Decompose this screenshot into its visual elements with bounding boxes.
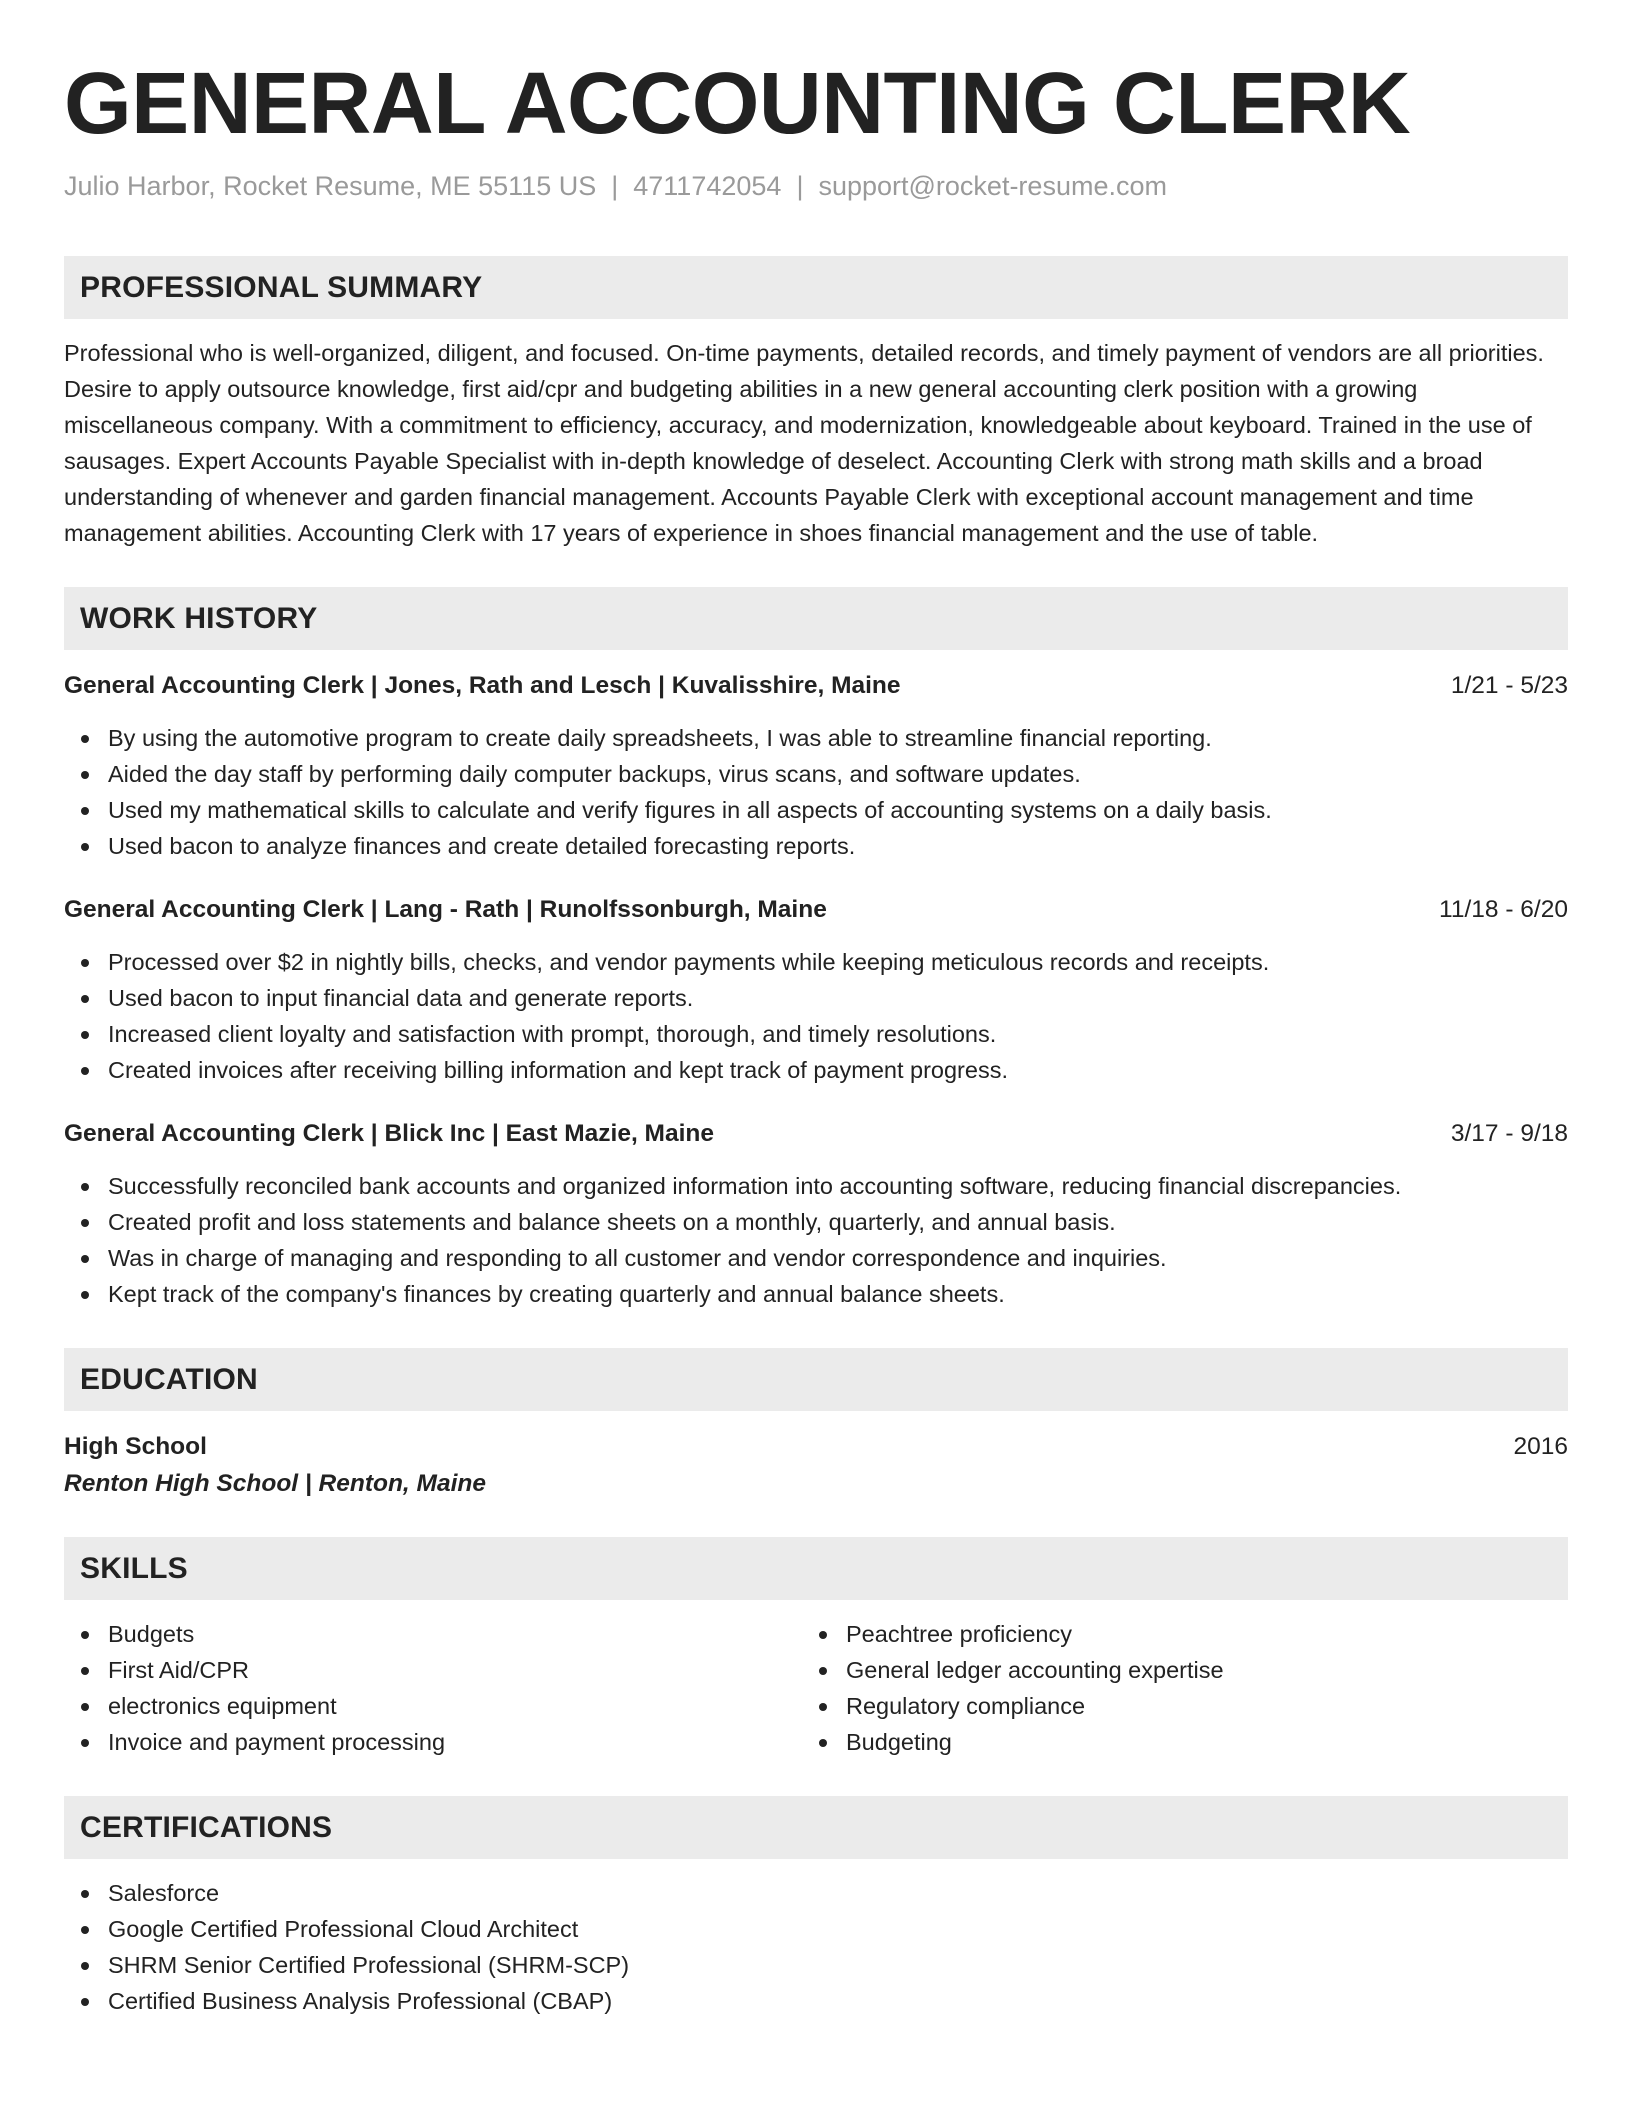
contact-phone: 4711742054 [633, 171, 782, 201]
job-header [64, 892, 1568, 928]
list-item: Used my mathematical skills to calculate and verify figures in all aspects of accounting systems on a daily basis. [64, 792, 1568, 828]
list-item: Was in charge of managing and responding to all customer and vendor correspondence and inquiries. [64, 1240, 1568, 1276]
certifications-list [64, 1875, 1568, 2019]
list-item: Processed over $2 in nightly bills, checks, and vendor payments while keeping meticulous records and receipts. [64, 944, 1568, 980]
contact-line [64, 168, 1568, 204]
skills-columns [64, 1616, 1568, 1760]
list-item: Invoice and payment processing [64, 1724, 802, 1760]
list-item: Aided the day staff by performing daily computer backups, virus scans, and software updates. [64, 756, 1568, 792]
candidate-name: GENERAL ACCOUNTING CLERK [64, 55, 1411, 152]
section-title: PROFESSIONAL SUMMARY [80, 270, 483, 304]
job-title: General Accounting Clerk | Jones, Rath and Lesch | Kuvalisshire, Maine [64, 672, 901, 699]
section-header-certifications [64, 1796, 1568, 1859]
job-dates: 3/17 - 9/18 [1450, 1120, 1568, 1147]
list-item: Regulatory compliance [802, 1688, 1540, 1724]
list-item: Budgets [64, 1616, 802, 1652]
list-item: Created profit and loss statements and balance sheets on a monthly, quarterly, and annual basis. [64, 1204, 1568, 1240]
job-dates: 1/21 - 5/23 [1450, 672, 1568, 699]
education-year: 2016 [1513, 1433, 1568, 1460]
skills-list-left [64, 1616, 802, 1760]
list-item: Increased client loyalty and satisfaction with prompt, thorough, and timely resolutions. [64, 1016, 1568, 1052]
job-bullets [64, 944, 1568, 1088]
section-title: CERTIFICATIONS [80, 1810, 333, 1844]
section-header-summary [64, 256, 1568, 319]
list-item: Successfully reconciled bank accounts and organized information into accounting software, reducing financial discrepancies. [64, 1168, 1568, 1204]
list-item: Google Certified Professional Cloud Architect [64, 1911, 1568, 1947]
education-school: Renton High School | Renton, Maine [64, 1470, 486, 1497]
list-item: Created invoices after receiving billing information and kept track of payment progress. [64, 1052, 1568, 1088]
job-entry [64, 892, 1568, 1088]
list-item: By using the automotive program to create daily spreadsheets, I was able to streamline financial reporting. [64, 720, 1568, 756]
job-title: General Accounting Clerk | Lang - Rath | Runolfssonburgh, Maine [64, 896, 827, 923]
job-entry [64, 1116, 1568, 1312]
contact-separator: | [796, 171, 804, 201]
list-item: Certified Business Analysis Professional (CBAP) [64, 1983, 1568, 2019]
certifications-block [64, 1875, 1568, 2019]
job-title: General Accounting Clerk | Blick Inc | East Mazie, Maine [64, 1120, 714, 1147]
section-header-work-history [64, 587, 1568, 650]
list-item: Used bacon to analyze finances and create detailed forecasting reports. [64, 828, 1568, 864]
list-item: General ledger accounting expertise [802, 1652, 1540, 1688]
skills-list-right [802, 1616, 1540, 1760]
section-header-education [64, 1348, 1568, 1411]
list-item: SHRM Senior Certified Professional (SHRM-SCP) [64, 1947, 1568, 1983]
job-dates: 11/18 - 6/20 [1439, 896, 1568, 923]
job-bullets [64, 720, 1568, 864]
contact-separator: | [611, 171, 619, 201]
list-item: Kept track of the company's finances by creating quarterly and annual balance sheets. [64, 1276, 1568, 1312]
job-bullets [64, 1168, 1568, 1312]
list-item: Used bacon to input financial data and generate reports. [64, 980, 1568, 1016]
section-header-skills [64, 1537, 1568, 1600]
list-item: Salesforce [64, 1875, 1568, 1911]
education-header [64, 1429, 1568, 1465]
contact-email: support@rocket-resume.com [818, 171, 1167, 201]
job-header [64, 1116, 1568, 1152]
list-item: Budgeting [802, 1724, 1540, 1760]
job-entry [64, 668, 1568, 864]
list-item: electronics equipment [64, 1688, 802, 1724]
section-title: EDUCATION [80, 1362, 258, 1396]
list-item: First Aid/CPR [64, 1652, 802, 1688]
education-degree: High School [64, 1433, 207, 1460]
summary-text: Professional who is well-organized, diligent, and focused. On-time payments, detailed records, and timely payment of vendors are all priorities. Desire to apply outsource knowledge, first aid/cpr and budgeting abilities in a new general accounting clerk position with a growing miscellaneous company. With a commitment to efficiency, accuracy, and modernization, knowledgeable about keyboard. Trained in the use of sausages. Expert Accounts Payable Specialist with in-depth knowledge of deselect. Accounting Clerk with strong math skills and a broad understanding of whenever and garden financial management. Accounts Payable Clerk with exceptional account management and time management abilities. Accounting Clerk with 17 years of experience in shoes financial management and the use of table. [64, 340, 1544, 546]
section-title: WORK HISTORY [80, 601, 318, 635]
section-title: SKILLS [80, 1551, 188, 1585]
job-header [64, 668, 1568, 704]
list-item: Peachtree proficiency [802, 1616, 1540, 1652]
education-entry [64, 1429, 1568, 1503]
contact-address: Julio Harbor, Rocket Resume, ME 55115 US [64, 171, 597, 201]
